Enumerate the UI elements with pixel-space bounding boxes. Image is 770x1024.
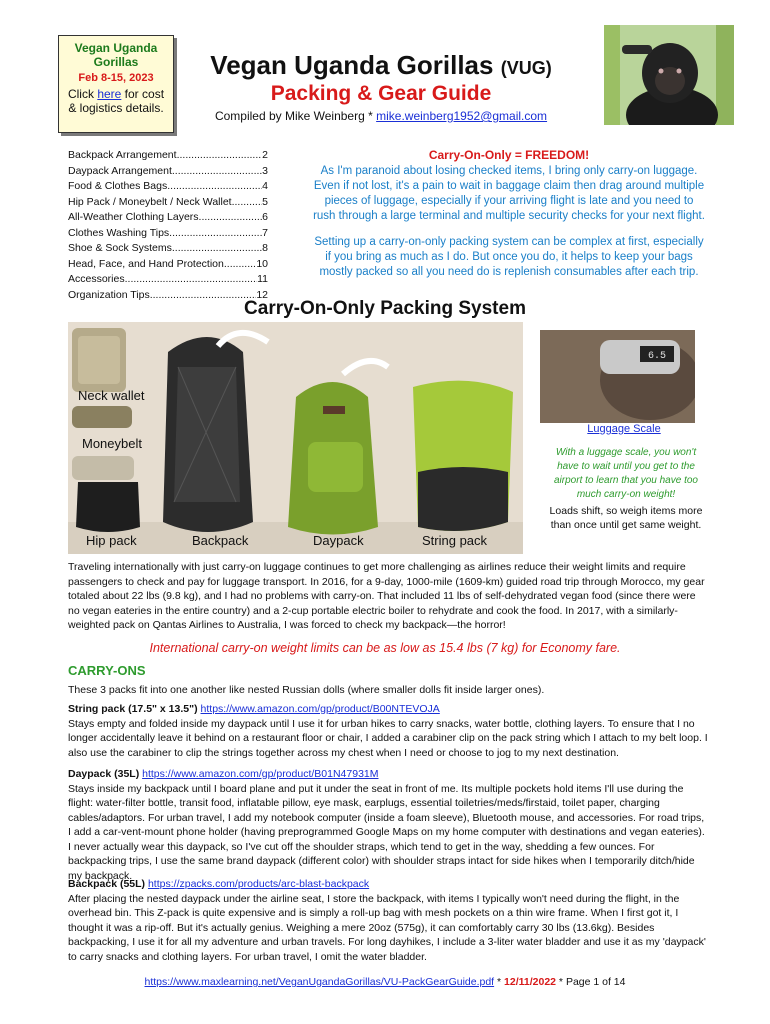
backpack-caption: Backpack (192, 533, 249, 548)
toc-page: 8 (262, 242, 268, 254)
toc-page: 11 (257, 273, 268, 285)
email-link[interactable]: mike.weinberg1952@gmail.com (376, 109, 548, 123)
string-pack-text: Stays empty and folded inside my daypack until I use it for urban hikes to carry snacks, water bottle, clothing layers. To ensure that I no longer accidentally leave it behind on a restaurant floor or chair, I added a carabiner clip on the pack string which I attach to my belt loop. I also use the carabiner to clip the strings together across my chest when I need or choose to jog to my next destination. (68, 717, 708, 759)
event-logistics-text (59, 87, 173, 115)
toc-label: Organization Tips (68, 288, 150, 301)
toc-item[interactable] (68, 257, 268, 273)
scale-tip: With a luggage scale, you won't have to wait until you get to the airport to learn that you have too much carry-on weight! (554, 447, 698, 500)
backpack-link[interactable]: https://zpacks.com/products/arc-blast-backpack (147, 878, 370, 890)
daypack-title: Daypack (35L) (68, 768, 140, 780)
toc-label: Backpack Arrangement (68, 149, 177, 161)
carry-on-only-para-2: Setting up a carry-on-only packing system can be complex at first, especially if you bring as much as I do. But once you do, it helps to keep your bags mostly packed so all you need do is replenish consumables after each trip. (314, 236, 704, 278)
carryons-heading: CARRY-ONS (68, 663, 146, 678)
backpack-text: After placing the nested daypack under the airline seat, I store the backpack, with items I typically won't need during the flight, in the overhead bin. This Z-pack is quite expensive and is simply a roll-up bag with mesh pockets on a thin wire frame. When I first got it, I thought it was a rip-off. But it's actually genius. Weighing a mere 20oz (575g), it can comfortably carry 30 lbs (13.6kg). Besides backpacking, I use it for all my adventure and urban travels. For long dayhikes, I include a 3-liter water bladder and use it as my 'daypack' to carry snacks and clothing layers. For urban travel, I omit the water bladder. (68, 892, 706, 963)
string-pack-link[interactable]: https://www.amazon.com/gp/product/B00NTEVOJA (200, 703, 440, 715)
toc-label: Daypack Arrangement (68, 164, 172, 177)
table-of-contents (68, 148, 268, 303)
daypack-section (68, 767, 708, 883)
click-prefix: Click (67, 87, 98, 101)
string-pack-title: String pack (17.5" x 13.5") (68, 703, 198, 715)
daypack-link[interactable]: https://www.amazon.com/gp/product/B01N47931M (142, 768, 379, 780)
footer-date: 12/11/2022 (504, 976, 557, 988)
footer-separator: * (556, 976, 566, 988)
scale-display-text: 6.5 (647, 351, 667, 362)
toc-label: Shoe & Sock Systems (68, 242, 172, 254)
event-dates: Feb 8-15, 2023 (78, 72, 154, 84)
toc-label: Head, Face, and Hand Protection (68, 257, 224, 270)
luggage-scale-photo (540, 330, 695, 423)
string-pack-caption: String pack (422, 533, 488, 548)
weight-limit-highlight: International carry-on weight limits can be as low as 15.4 lbs (7 kg) for Economy fare. (149, 641, 621, 655)
toc-label: Accessories (68, 273, 125, 285)
toc-item[interactable] (68, 195, 268, 211)
toc-item[interactable] (68, 241, 268, 257)
backpack-section (68, 877, 708, 964)
luggage-scale-link-wrap (540, 423, 708, 435)
toc-label: All-Weather Clothing Layers (68, 211, 199, 223)
toc-item[interactable] (68, 179, 268, 195)
toc-label: Clothes Washing Tips (68, 226, 170, 239)
section-title: Carry-On-Only Packing System (244, 298, 526, 319)
toc-item[interactable] (68, 210, 268, 226)
backpack-title: Backpack (55L) (68, 878, 146, 890)
toc-page: 7 (262, 226, 268, 239)
page-footer (0, 976, 770, 988)
logistics-link[interactable]: here (97, 87, 122, 101)
toc-item[interactable] (68, 226, 268, 242)
carryons-intro: These 3 packs fit into one another like nested Russian dolls (where smaller dolls fit inside larger ones). (68, 684, 545, 696)
daypack-caption: Daypack (313, 533, 364, 548)
compiled-prefix: Compiled by Mike Weinberg * (214, 109, 377, 123)
toc-page: 12 (256, 288, 268, 301)
event-info-box (58, 35, 174, 133)
toc-page: 10 (256, 257, 268, 270)
toc-item[interactable] (68, 164, 268, 180)
carry-on-only-heading: Carry-On-Only = FREEDOM! (428, 148, 590, 162)
title-abbr: (VUG) (500, 58, 552, 78)
toc-page: 2 (262, 149, 268, 161)
toc-page: 4 (262, 180, 268, 192)
event-title: Vegan Uganda Gorillas (74, 41, 158, 69)
toc-item[interactable] (68, 148, 268, 164)
string-pack-section (68, 702, 708, 760)
title-text: Vegan Uganda Gorillas (210, 50, 494, 80)
toc-label: Hip Pack / Moneybelt / Neck Wallet (68, 195, 232, 208)
click-suffix: for cost (121, 87, 165, 101)
moneybelt-label: Moneybelt (82, 436, 142, 451)
luggage-scale-link[interactable]: Luggage Scale (587, 423, 661, 435)
footer-url-link[interactable]: https://www.maxlearning.net/VeganUgandaGorillas/VU-PackGearGuide.pdf (144, 976, 495, 988)
daypack-text: Stays inside my backpack until I board plane and put it under the seat in front of me. Its multiple pockets hold items I'll use during the flight: water-filter bottle, transit food, inflatable pillow, eye mask, earplugs, essential toiletries/meds/firstaid, toilet paper, charging cables/adaptors. For urban travel, I add my notebook computer (inside a foam sleeve), Bluetooth mouse, and accessories. For road trips, I add a car-vent-mount phone holder (having preprogrammed Google Maps on my home computer with destinations and vegan eateries). I never actually wear this daypack, so I've cut off the shoulder straps, which tend to get in the way, shedding a few ounces. For backpacking trips, I use the same brand daypack (different color) with shoulder straps intact for side hikes when I temporarily ditch/hide my backpack. (68, 782, 705, 882)
footer-separator: * (494, 976, 505, 988)
neck-wallet-label: Neck wallet (78, 388, 145, 403)
toc-page: 6 (262, 211, 268, 223)
intro-paragraph: Traveling internationally with just carry-on luggage continues to get more challenging as airlines reduce their weight limits and require passengers to check and pay for luggage transport. In 2016, for a 9-day, 1000-mile (1609-km) guided road trip through Morocco, my gear totaled about 22 lbs (9.8 kg), and I had no problems with carry-on. That included 11 lbs of self-dehydrated vegan food (since there were no vegan eateries in the entire country) and a 2-cup portable electric boiler to rehydrate and cook the food. In 2017, with a similarly-weighted pack on Qantas Airlines to Australia, I was forced to check my backpack—the horror! (68, 561, 705, 631)
gorilla-photo (604, 25, 734, 125)
page-subtitle: Packing & Gear Guide (270, 82, 492, 105)
compiled-by (186, 109, 576, 123)
carry-on-only-para-1: As I'm paranoid about losing checked items, I bring only carry-on luggage. Even if not lost, it's a pain to wait in baggage claim then drag around multiple pieces of luggage, especially if your arriving flight is late and you need to rush through a large terminal and multiple security checks for your next flight. (313, 165, 705, 222)
toc-label: Food & Clothes Bags (68, 180, 168, 192)
footer-page-number: Page 1 of 14 (565, 976, 626, 988)
hip-pack-caption: Hip pack (86, 533, 137, 548)
scale-note: Loads shift, so weigh items more than once until get same weight. (549, 505, 703, 531)
page-title (186, 50, 576, 81)
toc-page: 3 (262, 164, 268, 177)
logistics-line: & logistics details. (68, 101, 164, 115)
toc-item[interactable] (68, 272, 268, 288)
packs-photo (68, 322, 523, 554)
toc-page: 5 (262, 195, 268, 208)
